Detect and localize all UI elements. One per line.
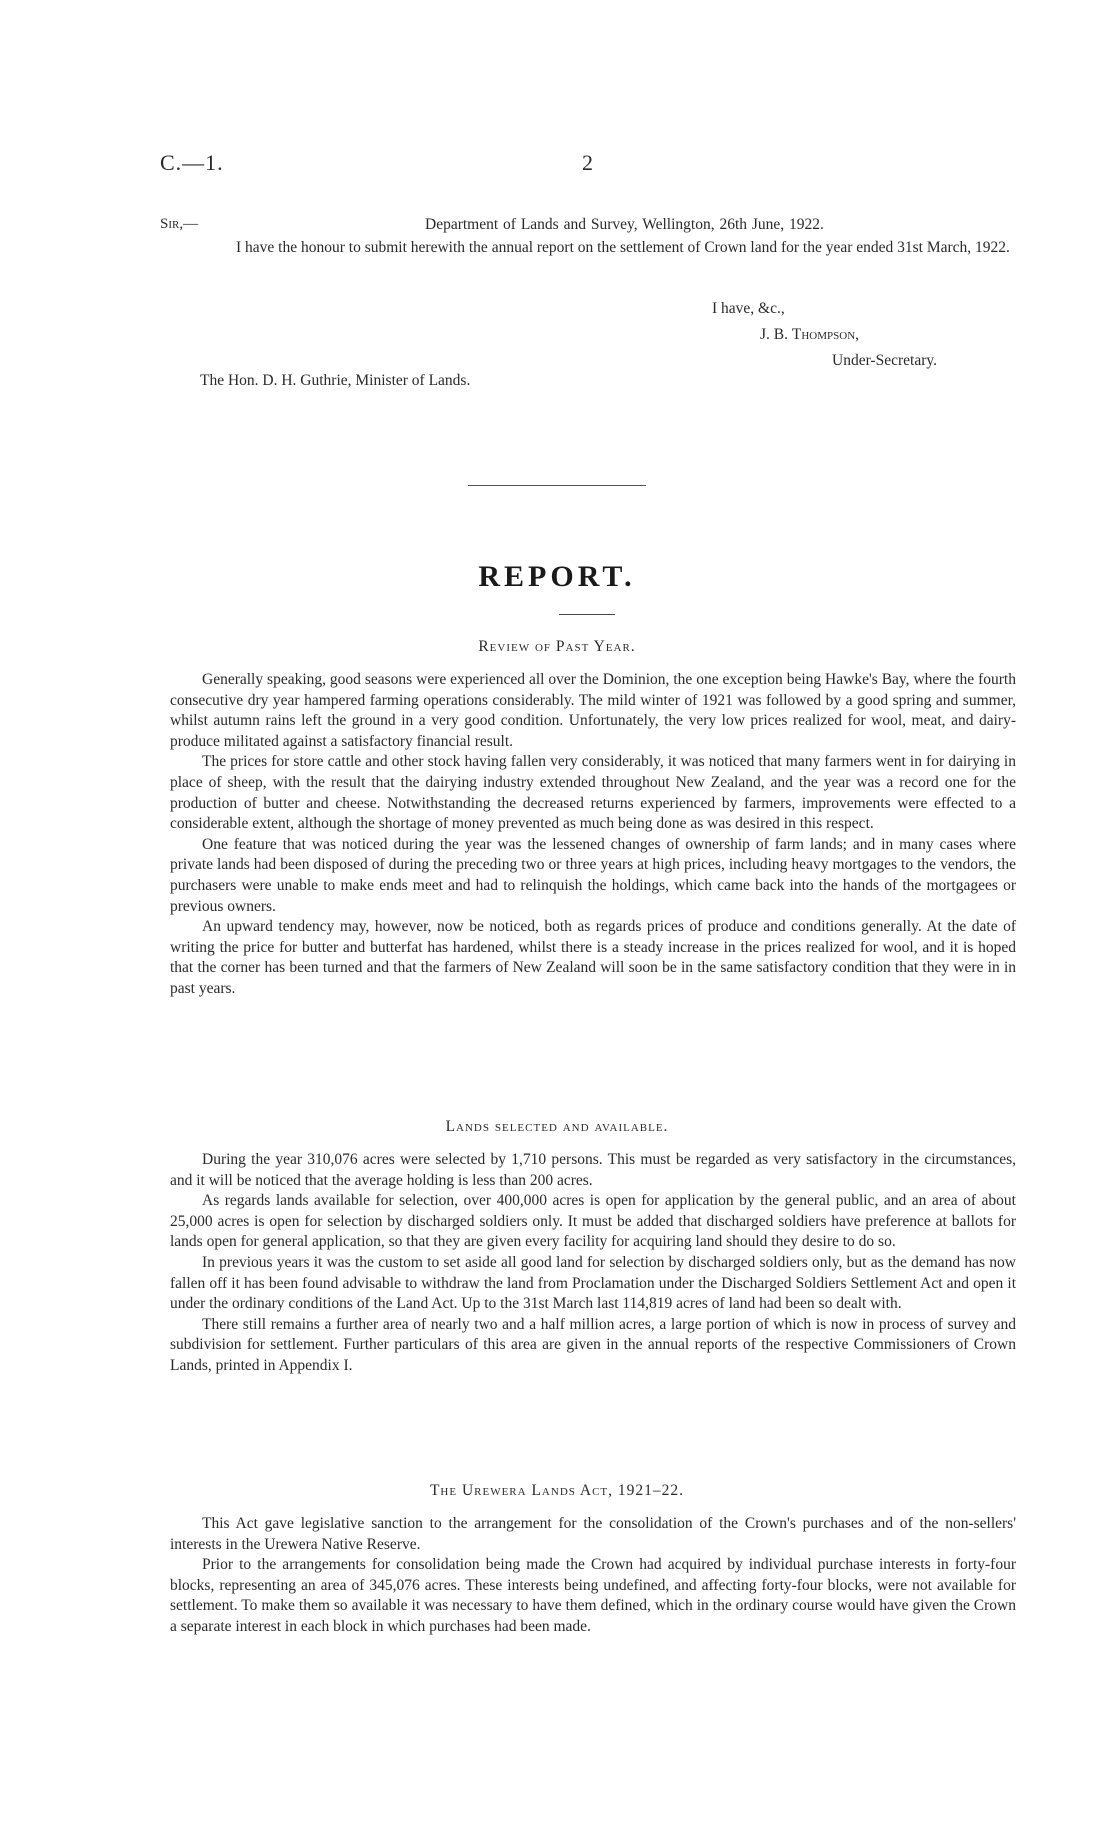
section-heading-review: Review of Past Year. xyxy=(478,638,636,655)
paragraph: There still remains a further area of nearly two and a half million acres, a large portion of which is now in process of survey and subdivision for settlement. Further particulars of this area are given in the annual reports of the respective Commissioners of Crown Lands, printed in Appendix I. xyxy=(170,1315,1016,1374)
paragraph: As regards lands available for selection, over 400,000 acres is open for application by the general public, and an area of about 25,000 acres is open for selection by discharged soldiers only. It must be added that discharged soldiers have preference at ballots for lands open for general application, so that they are given every facility for acquiring land should they desire to do so. xyxy=(170,1192,1016,1251)
letter-salutation: Sir,— xyxy=(160,216,199,232)
document-reference: C.—1. xyxy=(160,150,224,175)
section-body-urewera xyxy=(170,1514,1016,1638)
paragraph: Prior to the arrangements for consolidation being made the Crown had acquired by individual purchase interests in forty-four blocks, representing an area of 345,076 acres. These interests being undefined, and affecting forty-four blocks, were not available for settlement. To make them so available it was necessary to have them defined, which in the ordinary course would have given the Crown a separate interest in each block in which purchases had been made. xyxy=(170,1556,1016,1635)
signatory-title: Under-Secretary. xyxy=(832,352,937,369)
paragraph: An upward tendency may, however, now be noticed, both as regards prices of produce and conditions generally. At the date of writing the price for butter and butterfat has hardened, whilst there is a steady increase in the prices realized for wool, and it is hoped that the corner has been turned and that the farmers of New Zealand will soon be in the same satisfactory condition that they were in in past years. xyxy=(170,918,1016,997)
signatory-surname: Thompson, xyxy=(791,326,860,343)
report-title: REPORT. xyxy=(478,560,636,593)
paragraph: The prices for store cattle and other stock having fallen very considerably, it was noticed that many farmers went in for dairying in place of sheep, with the result that the dairying industry extended throughout New Zealand, and the year was a record one for the production of butter and cheese. Notwithstanding the decreased returns experienced by farmers, improvements were effected to a considerable extent, although the shortage of money prevented as much being done as was desired in this respect. xyxy=(170,753,1016,833)
paragraph: This Act gave legislative sanction to the arrangement for the consolidation of the Crown's purchases and of the non-sellers' interests in the Urewera Native Reserve. xyxy=(170,1515,1016,1553)
section-heading-urewera: The Urewera Lands Act, 1921–22. xyxy=(429,1482,685,1499)
letter-dateline: Department of Lands and Survey, Wellington, 26th June, 1922. xyxy=(425,216,824,233)
letter-closing: I have, &c., xyxy=(712,300,785,317)
letter-body: I have the honour to submit herewith the annual report on the settlement of Crown land for the year ended 31st March, 1922. xyxy=(236,239,1010,256)
paragraph: During the year 310,076 acres were selected by 1,710 persons. This must be regarded as very satisfactory in the circumstances, and it will be noticed that the average holding is less than 200 acres. xyxy=(170,1151,1016,1189)
section-body-lands xyxy=(170,1150,1016,1377)
paragraph: One feature that was noticed during the year was the lessened changes of ownership of farm lands; and in many cases where private lands had been disposed of during the preceding two or three years at high prices, including heavy mortgages to the vendors, the purchasers were unable to make ends meet and had to relinquish the holdings, which came back into the hands of the mortgagees or previous owners. xyxy=(170,835,1016,915)
page-number: 2 xyxy=(582,150,593,175)
signatory-initials: J. B. xyxy=(760,326,788,343)
section-body-review xyxy=(170,670,1016,1000)
letter-signatory xyxy=(760,326,859,344)
paragraph: Generally speaking, good seasons were experienced all over the Dominion, the one exception being Hawke's Bay, where the fourth consecutive dry year hampered farming operations considerably. The mild winter of 1921 was followed by a good spring and summer, whilst autumn rains left the ground in a very good condition. Unfortunately, the very low prices realized for wool, meat, and dairy-produce militated against a satisfactory financial result. xyxy=(170,671,1016,750)
divider-rule xyxy=(468,485,646,486)
title-underline xyxy=(559,614,615,615)
paragraph: In previous years it was the custom to set aside all good land for selection by discharged soldiers only, but as the demand has now fallen off it has been found advisable to withdraw the land from Proclamation under the Discharged Soldiers Settlement Act and open it under the ordinary conditions of the Land Act. Up to the 31st March last 114,819 acres of land had been so dealt with. xyxy=(170,1253,1016,1313)
letter-addressee: The Hon. D. H. Guthrie, Minister of Lands. xyxy=(200,372,471,389)
section-heading-lands: Lands selected and available. xyxy=(445,1118,669,1135)
